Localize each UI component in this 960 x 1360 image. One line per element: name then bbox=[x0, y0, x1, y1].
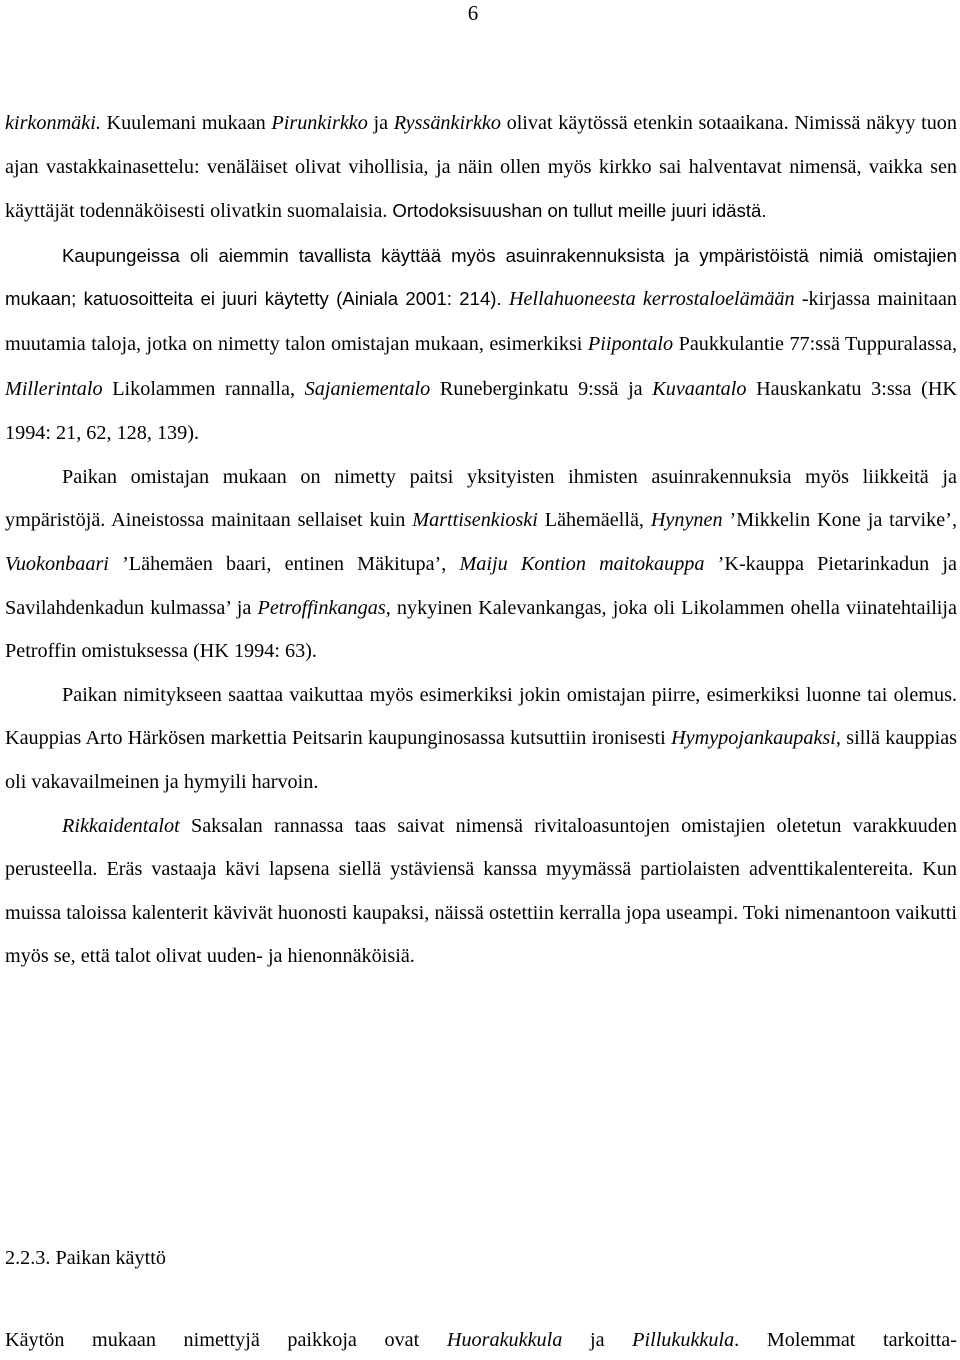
text-run: Lähemäellä, bbox=[537, 509, 651, 532]
italic-term: Pillukukkula bbox=[632, 1329, 735, 1351]
text-run: , nykyinen Kalevankangas, joka oli Likolammen ohella viinatehtailija Petroffin omistuksessa (HK 1994: 63). bbox=[5, 596, 957, 663]
text-run: . Molemmat tarkoitta- bbox=[734, 1329, 957, 1351]
text-run: ’Lähemäen baari, entinen Mäkitupa’, bbox=[108, 552, 460, 575]
italic-term: Millerintalo bbox=[5, 377, 103, 400]
italic-term: Hellahuoneesta kerrostaloelämään bbox=[508, 288, 795, 311]
italic-term: Marttisenkioski bbox=[412, 509, 538, 532]
text-run: olivat käytössä etenkin sotaaikana. Nimissä näkyy tuon ajan vastakkainasettelu: venäläiset olivat vihollisia, ja näin ollen myös kirkko sai halventavat nimensä, vaikka sen käyttäjät todennäköisesti olivatkin suomalaisia. bbox=[5, 112, 957, 223]
italic-term: Kuvaantalo bbox=[652, 377, 747, 400]
paragraph-2 bbox=[5, 234, 957, 456]
italic-term: Hymypojankaupaksi bbox=[671, 727, 836, 750]
italic-term: Sajaniementalo bbox=[304, 377, 431, 400]
text-run: ja bbox=[562, 1329, 633, 1351]
body-text bbox=[5, 102, 957, 979]
italic-term: kirkonmäki. bbox=[5, 112, 101, 134]
text-run: Käytön mukaan nimettyjä paikkoja ovat bbox=[5, 1329, 447, 1351]
text-run: Paukkulantie 77:ssä Tuppuralassa, bbox=[673, 332, 957, 355]
text-run: ja bbox=[367, 112, 394, 134]
paragraph-5 bbox=[5, 805, 957, 979]
italic-term: Vuokonbaari bbox=[5, 552, 109, 575]
italic-term: Maiju Kontion maitokauppa bbox=[459, 552, 705, 575]
italic-term: Pirunkirkko bbox=[271, 112, 368, 134]
paragraph-4 bbox=[5, 674, 957, 805]
text-run: Saksalan rannassa taas saivat nimensä rivitaloasuntojen omistajien oletetun varakkuuden perusteella. Eräs vastaaja kävi lapsena siellä ystäviensä kanssa myymässä partiolaisten adventtikalentereita. Kun muissa taloissa kalenterit kävivät huonosti kaupaksi, näissä ostettiin kerralla jopa useampi. Toki nimenantoon vaikutti myös se, että talot olivat uuden- ja hienonnäköisiä. bbox=[5, 814, 957, 968]
paragraph-6 bbox=[5, 1320, 957, 1360]
text-run: Kaupungeissa oli aiemmin tavallista käyttää myös asuinrakennuksista ja ympäristöistä nimiä omistajien mukaan; katuosoitteita ei juuri käytetty (Ainiala 2001: 214). bbox=[5, 244, 957, 310]
text-run: Paikan omistajan mukaan on nimetty paitsi yksityisten ihmisten asuinrakennuksia myös liikkeitä ja ympäristöjä. Aineistossa mainitaan sellaiset kuin bbox=[5, 465, 957, 532]
italic-term: Huorakukkula bbox=[446, 1329, 563, 1351]
text-run: Likolammen rannalla, bbox=[102, 377, 305, 400]
text-run: Hauskankatu 3:ssa (HK 1994: 21, 62, 128, 139). bbox=[5, 377, 957, 445]
italic-term: Petroffinkangas bbox=[257, 596, 386, 619]
sans-serif-sentence: Ortodoksisuushan on tullut meille juuri idästä. bbox=[392, 200, 767, 222]
text-run: ’K-kauppa Pietarinkadun ja Savilahdenkadun kulmassa’ ja bbox=[5, 552, 957, 619]
italic-term: Hynynen bbox=[650, 509, 723, 532]
text-run: Runeberginkatu 9:ssä ja bbox=[430, 377, 653, 400]
text-run: Kuulemani mukaan bbox=[100, 112, 272, 134]
text-run: ’Mikkelin Kone ja tarvike’, bbox=[722, 509, 957, 532]
italic-term: Piipontalo bbox=[587, 332, 674, 355]
text-run: -kirjassa mainitaan muutamia taloja, jotka on nimetty talon omistajan mukaan, esimerkiksi bbox=[5, 288, 957, 355]
section-heading: 2.2.3. Paikan käyttö bbox=[5, 1247, 166, 1269]
text-run: , sillä kauppias oli vakavailmeinen ja hymyili harvoin. bbox=[5, 727, 958, 793]
paragraph-3 bbox=[5, 456, 957, 674]
text-run: Paikan nimitykseen saattaa vaikuttaa myös esimerkiksi jokin omistajan piirre, esimerkiksi luonne tai olemus. Kauppias Arto Härkösen markettia Peitsarin kaupunginosassa kutsuttiin ironisesti bbox=[5, 683, 957, 750]
italic-term: Ryssänkirkko bbox=[393, 112, 501, 134]
paragraph-1 bbox=[5, 102, 957, 234]
page-number: 6 bbox=[467, 1, 479, 25]
italic-term: Rikkaidentalot bbox=[62, 814, 180, 837]
